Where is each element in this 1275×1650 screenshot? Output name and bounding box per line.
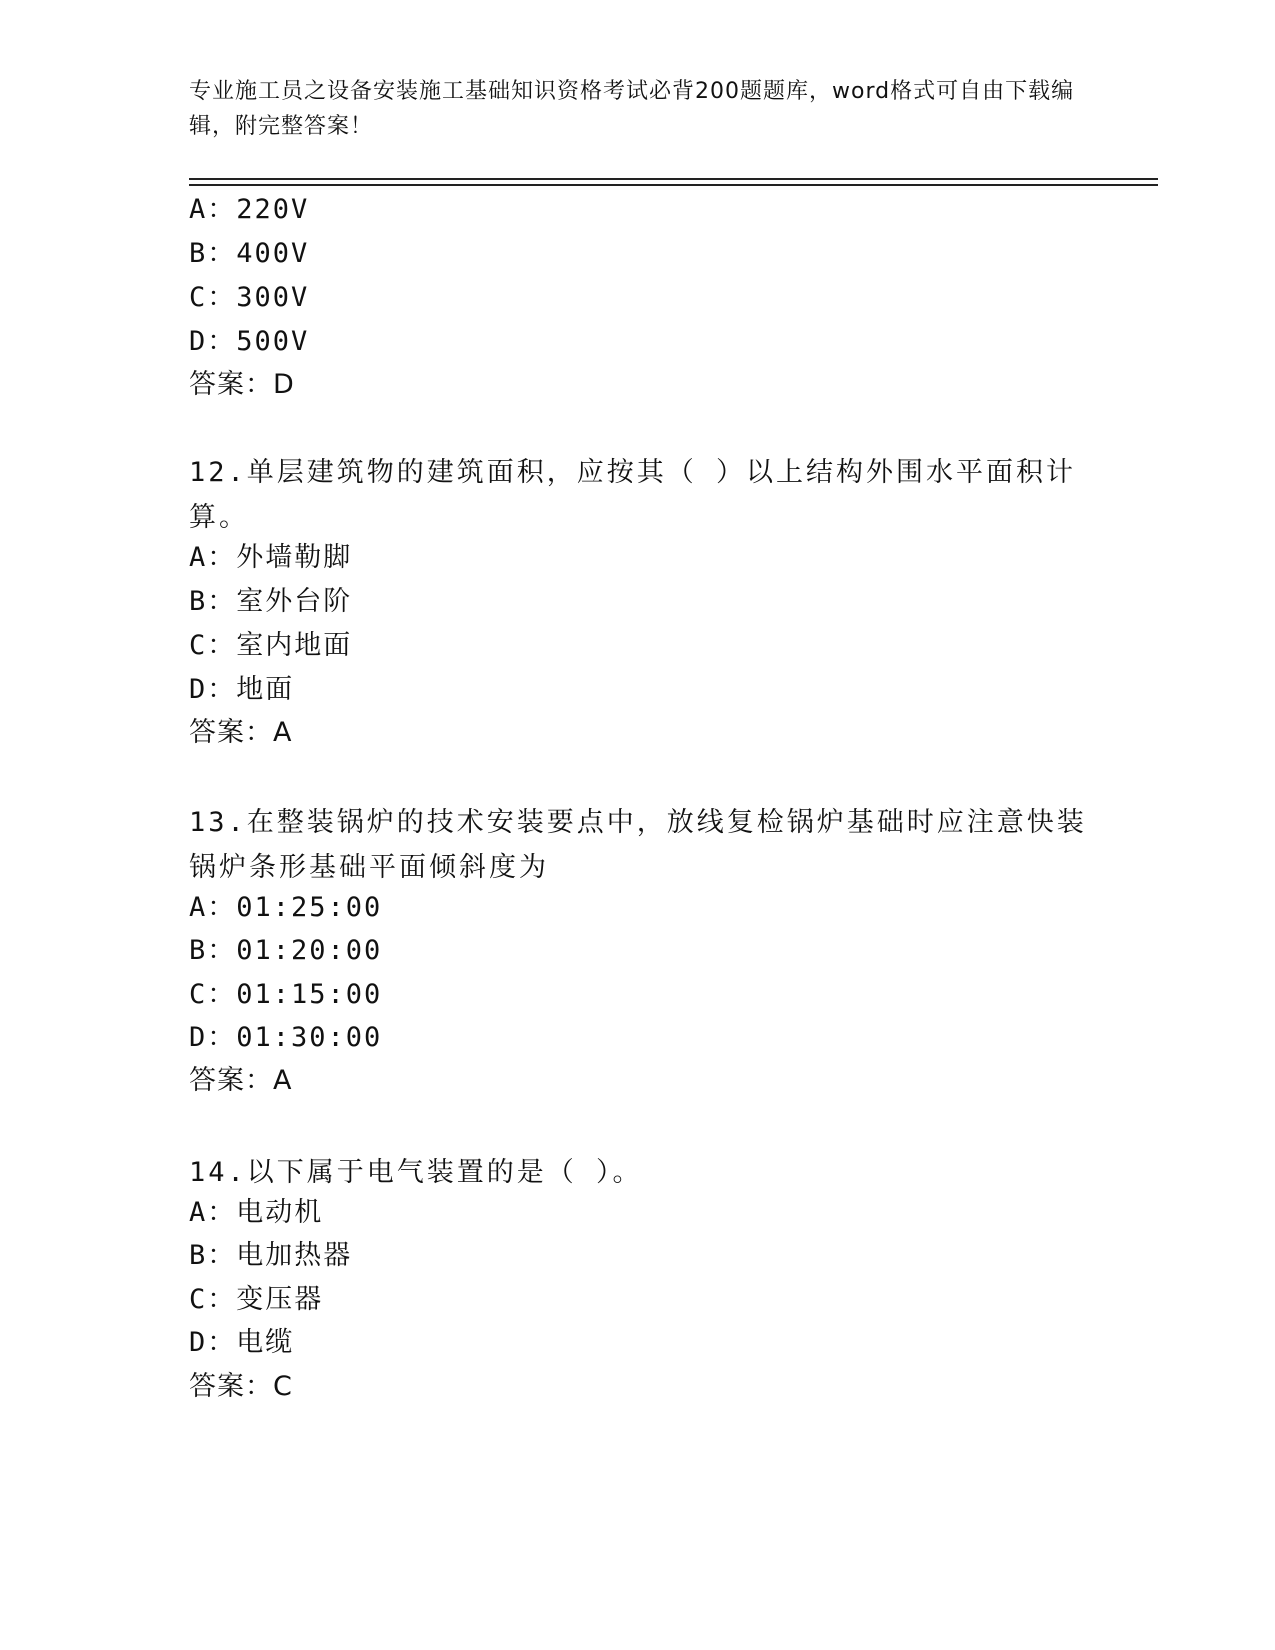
q11-option-d — [189, 326, 309, 358]
q13-option-d — [189, 1022, 382, 1054]
option-letter: B： — [189, 935, 237, 966]
option-text: 室外台阶 — [236, 586, 353, 617]
option-text: 电缆 — [236, 1327, 295, 1358]
option-letter: C： — [189, 979, 237, 1010]
option-text: 外墙勒脚 — [236, 542, 353, 573]
option-text: 电加热器 — [236, 1240, 353, 1271]
q12-question: 12.单层建筑物的建筑面积，应按其（ ）以上结构外围水平面积计算。 — [189, 457, 1077, 533]
q14-answer: 答案：C — [189, 1371, 293, 1402]
q11-option-b — [189, 238, 309, 270]
option-text: 室内地面 — [236, 630, 353, 661]
q13-answer: 答案：A — [189, 1065, 293, 1096]
option-letter: D： — [189, 674, 237, 705]
option-text: 01:25:00 — [236, 892, 383, 923]
q13-option-a — [189, 892, 382, 924]
header-divider-bottom — [189, 184, 1158, 186]
option-text: 变压器 — [236, 1284, 324, 1315]
option-letter: B： — [189, 1240, 237, 1271]
option-letter: D： — [189, 326, 237, 357]
q13-option-b — [189, 935, 382, 967]
document-header: 专业施工员之设备安装施工基础知识资格考试必背200题题库，word格式可自由下载编辑，附完整答案！ — [189, 79, 1075, 139]
q13-question: 13.在整装锅炉的技术安装要点中，放线复检锅炉基础时应注意快装锅炉条形基础平面倾斜度为 — [189, 807, 1087, 883]
option-letter: A： — [189, 542, 237, 573]
option-text: 300V — [236, 282, 310, 313]
q14-option-a — [189, 1197, 323, 1229]
q11-option-a — [189, 194, 309, 226]
option-text: 500V — [236, 326, 310, 357]
q12-answer: 答案：A — [189, 717, 293, 748]
option-letter: B： — [189, 586, 237, 617]
option-letter: B： — [189, 238, 237, 269]
q12-option-d — [189, 674, 294, 706]
q14-option-d — [189, 1327, 294, 1359]
q12-option-c — [189, 630, 352, 662]
option-letter: A： — [189, 1197, 237, 1228]
option-text: 400V — [236, 238, 310, 269]
option-letter: C： — [189, 282, 237, 313]
q12-option-a — [189, 542, 352, 574]
q11-option-c — [189, 282, 309, 314]
option-letter: D： — [189, 1327, 237, 1358]
option-text: 01:15:00 — [236, 979, 383, 1010]
q12-option-b — [189, 586, 352, 618]
option-text: 220V — [236, 194, 310, 225]
option-text: 01:30:00 — [236, 1022, 383, 1053]
q14-question: 14.以下属于电气装置的是（ ）。 — [189, 1157, 643, 1188]
option-text: 01:20:00 — [236, 935, 383, 966]
q11-answer: 答案：D — [189, 369, 295, 400]
option-letter: C： — [189, 1284, 237, 1315]
option-letter: A： — [189, 194, 237, 225]
q14-option-c — [189, 1284, 323, 1316]
option-text: 电动机 — [236, 1197, 324, 1228]
option-letter: D： — [189, 1022, 237, 1053]
q13-option-c — [189, 979, 382, 1011]
option-text: 地面 — [236, 674, 295, 705]
option-letter: C： — [189, 630, 237, 661]
header-divider-top — [189, 178, 1158, 180]
option-letter: A： — [189, 892, 237, 923]
q14-option-b — [189, 1240, 352, 1272]
